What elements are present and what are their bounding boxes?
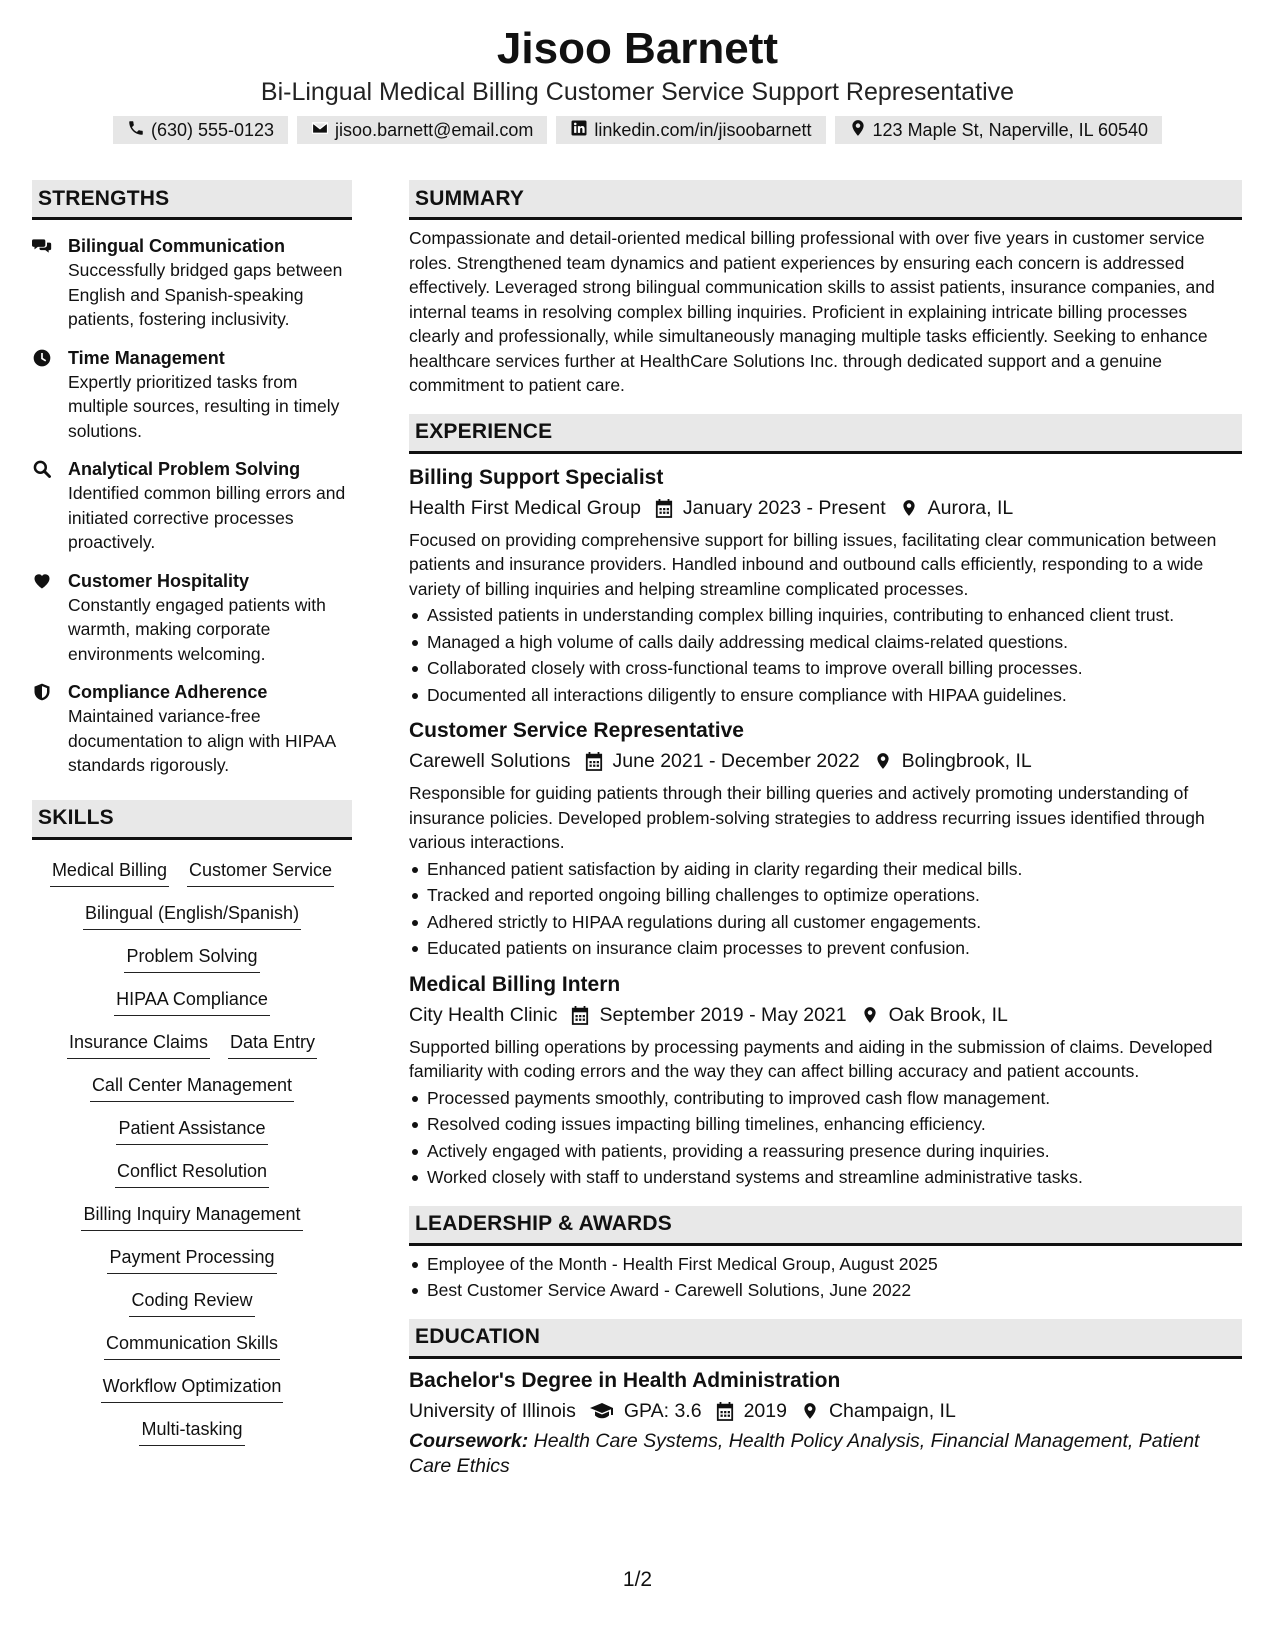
- job-company: City Health Clinic: [409, 1003, 558, 1026]
- strength-desc: Maintained variance-free documentation to align with HIPAA standards rigorously.: [68, 706, 336, 775]
- strength-title: Customer Hospitality: [68, 570, 250, 591]
- contact-email[interactable]: [297, 116, 547, 144]
- list-item: Resolved coding issues impacting billing timelines, enhancing efficiency.: [409, 1112, 1242, 1137]
- skill-tag: Coding Review: [129, 1288, 254, 1317]
- school-location: Champaign, IL: [828, 1399, 956, 1422]
- job-entry: [409, 464, 1242, 708]
- clock-icon: [32, 346, 68, 444]
- contact-linkedin-text: linkedin.com/in/jisoobarnett: [594, 119, 812, 140]
- linkedin-icon: [570, 119, 588, 142]
- education-meta: [409, 1397, 1242, 1425]
- job-meta: [409, 747, 1242, 775]
- skills-heading: SKILLS: [32, 800, 352, 840]
- skill-tag: Call Center Management: [90, 1073, 294, 1102]
- strength-desc: Expertly prioritized tasks from multiple sources, resulting in timely solutions.: [68, 371, 340, 441]
- job-bullets: [409, 1086, 1242, 1190]
- strength-title: Time Management: [68, 347, 225, 368]
- summary-text: Compassionate and detail-oriented medical billing professional with over five years in customer service roles. Strengthened team dynamics and patient experiences by ensuring each concern is addressed effectively. Leveraged strong bilingual communication skills to assist patients, insurance companies, and internal teams in resolving complex billing inquiries. Proficient in explaining intricate billing processes clearly and professionally, while simultaneously managing multiple tasks efficiently. Seeking to enhance healthcare services further at HealthCare Solutions Inc. through dedicated support and a genuine commitment to patient care.: [409, 228, 1215, 395]
- graduation-year: 2019: [743, 1399, 787, 1422]
- search-icon: [32, 457, 68, 555]
- skills-list: [32, 840, 352, 1446]
- list-item: Enhanced patient satisfaction by aiding in clarity regarding their medical bills.: [409, 857, 1242, 882]
- contact-email-text: jisoo.barnett@email.com: [335, 119, 534, 140]
- job-description: Responsible for guiding patients through their billing queries and actively promoting understanding of insurance policies. Developed problem-solving strategies to address recurring issues identified through various interactions.: [409, 783, 1205, 852]
- job-dates: June 2021 - December 2022: [612, 750, 860, 772]
- map-pin-icon: [900, 498, 918, 518]
- resume-header: [0, 22, 1275, 144]
- map-pin-icon: [861, 1005, 879, 1025]
- job-meta: [409, 1001, 1242, 1029]
- school-name: University of Illinois: [409, 1399, 576, 1422]
- job-company: Carewell Solutions: [409, 750, 571, 772]
- list-item: Managed a high volume of calls daily addressing medical claims-related questions.: [409, 630, 1242, 655]
- job-description: Focused on providing comprehensive support for billing issues, facilitating clear communication between patients and insurance providers. Handled inbound and outbound calls efficiently, responding to a wide variety of billing inquiries and helping streamline complicated processes.: [409, 529, 1217, 599]
- skill-tag: Workflow Optimization: [101, 1374, 284, 1403]
- job-entry: [409, 717, 1242, 961]
- strength-title: Bilingual Communication: [68, 236, 286, 256]
- job-bullets: [409, 603, 1242, 707]
- job-meta: [409, 494, 1242, 522]
- strength-desc: Identified common billing errors and initiated corrective processes proactively.: [68, 483, 346, 552]
- calendar-icon: [655, 498, 673, 518]
- list-item: Employee of the Month - Health First Medical Group, August 2025: [409, 1252, 1242, 1277]
- job-location: Oak Brook, IL: [888, 1003, 1008, 1026]
- summary-heading: SUMMARY: [409, 180, 1242, 220]
- calendar-icon: [571, 1005, 589, 1025]
- phone-icon: [127, 119, 145, 142]
- strength-title: Analytical Problem Solving: [68, 459, 301, 479]
- skill-tag: Customer Service: [187, 858, 334, 887]
- job-dates: September 2019 - May 2021: [599, 1003, 847, 1026]
- page-number: 1/2: [622, 1568, 653, 1591]
- strength-desc: Successfully bridged gaps between English and Spanish-speaking patients, fostering inclusivity.: [68, 260, 343, 329]
- calendar-icon: [716, 1401, 734, 1421]
- job-title: Customer Service Representative: [409, 719, 744, 742]
- contact-phone[interactable]: [113, 116, 288, 144]
- skill-tag: Communication Skills: [104, 1331, 280, 1360]
- left-column: [32, 180, 352, 1446]
- map-pin-icon: [801, 1401, 819, 1421]
- education-heading: EDUCATION: [409, 1319, 1242, 1359]
- envelope-icon: [311, 119, 329, 142]
- skill-tag: Payment Processing: [107, 1245, 276, 1274]
- job-bullets: [409, 857, 1242, 961]
- awards-list: [409, 1252, 1242, 1303]
- strength-item: [32, 457, 352, 555]
- coursework-label: Coursework:: [409, 1429, 529, 1452]
- contact-linkedin[interactable]: [556, 116, 825, 144]
- list-item: Processed payments smoothly, contributing to improved cash flow management.: [409, 1086, 1242, 1111]
- gpa: GPA: 3.6: [623, 1399, 702, 1422]
- strength-item: [32, 346, 352, 444]
- graduation-cap-icon: [590, 1401, 614, 1421]
- skill-tag: Multi-tasking: [139, 1417, 244, 1446]
- skill-tag: Patient Assistance: [116, 1116, 267, 1145]
- calendar-icon: [585, 751, 603, 771]
- list-item: Adhered strictly to HIPAA regulations during all customer engagements.: [409, 910, 1242, 935]
- job-entry: [409, 971, 1242, 1190]
- right-column: [409, 180, 1242, 1479]
- job-dates: January 2023 - Present: [682, 496, 886, 519]
- shield-icon: [32, 680, 68, 778]
- list-item: Worked closely with staff to understand systems and streamline administrative tasks.: [409, 1165, 1242, 1190]
- job-location: Aurora, IL: [927, 496, 1014, 519]
- job-company: Health First Medical Group: [409, 496, 641, 519]
- experience-heading: EXPERIENCE: [409, 414, 1242, 454]
- strength-item: [32, 680, 352, 778]
- job-title: Billing Support Specialist: [409, 465, 664, 489]
- contact-address-text: 123 Maple St, Naperville, IL 60540: [872, 119, 1149, 140]
- strength-item: [32, 569, 352, 667]
- coursework: [409, 1429, 1242, 1479]
- map-pin-icon: [849, 119, 867, 142]
- strength-title: Compliance Adherence: [68, 682, 268, 702]
- heart-icon: [32, 569, 68, 667]
- job-description: Supported billing operations by processing payments and aiding in the submission of claims. Developed familiarity with coding errors and the way they can affect billing accuracy and patient accounts.: [409, 1036, 1213, 1081]
- strengths-heading: STRENGTHS: [32, 180, 352, 220]
- skill-tag: HIPAA Compliance: [114, 987, 270, 1016]
- skill-tag: Medical Billing: [50, 858, 169, 887]
- degree-title: Bachelor's Degree in Health Administration: [409, 1368, 841, 1392]
- list-item: Documented all interactions diligently to ensure compliance with HIPAA guidelines.: [409, 683, 1242, 708]
- coursework-list: Health Care Systems, Health Policy Analysis, Financial Management, Patient Care Ethics: [409, 1429, 1200, 1477]
- skill-tag: Problem Solving: [124, 944, 259, 973]
- strength-desc: Constantly engaged patients with warmth, making corporate environments welcoming.: [68, 594, 326, 664]
- list-item: Educated patients on insurance claim processes to prevent confusion.: [409, 936, 1242, 961]
- list-item: Assisted patients in understanding complex billing inquiries, contributing to enhanced client trust.: [409, 603, 1242, 628]
- job-title: Medical Billing Intern: [409, 972, 621, 996]
- candidate-name: Jisoo Barnett: [496, 24, 779, 73]
- list-item: Best Customer Service Award - Carewell Solutions, June 2022: [409, 1278, 1242, 1303]
- skill-tag: Data Entry: [228, 1030, 317, 1059]
- skill-tag: Conflict Resolution: [115, 1159, 269, 1188]
- skill-tag: Billing Inquiry Management: [81, 1202, 302, 1231]
- list-item: Collaborated closely with cross-functional teams to improve overall billing processes.: [409, 656, 1242, 681]
- awards-heading: LEADERSHIP & AWARDS: [409, 1206, 1242, 1246]
- job-location: Bolingbrook, IL: [901, 750, 1032, 772]
- contact-bar: [0, 116, 1275, 144]
- candidate-title: Bi-Lingual Medical Billing Customer Service Support Representative: [260, 78, 1015, 106]
- education-entry: [409, 1367, 1242, 1479]
- strength-item: [32, 234, 352, 332]
- contact-address: [835, 116, 1163, 144]
- list-item: Tracked and reported ongoing billing challenges to optimize operations.: [409, 883, 1242, 908]
- skill-tag: Bilingual (English/Spanish): [83, 901, 301, 930]
- skill-tag: Insurance Claims: [67, 1030, 210, 1059]
- map-pin-icon: [874, 751, 892, 771]
- list-item: Actively engaged with patients, providing a reassuring presence during inquiries.: [409, 1139, 1242, 1164]
- contact-phone-text: (630) 555-0123: [150, 119, 275, 140]
- comments-icon: [32, 234, 68, 332]
